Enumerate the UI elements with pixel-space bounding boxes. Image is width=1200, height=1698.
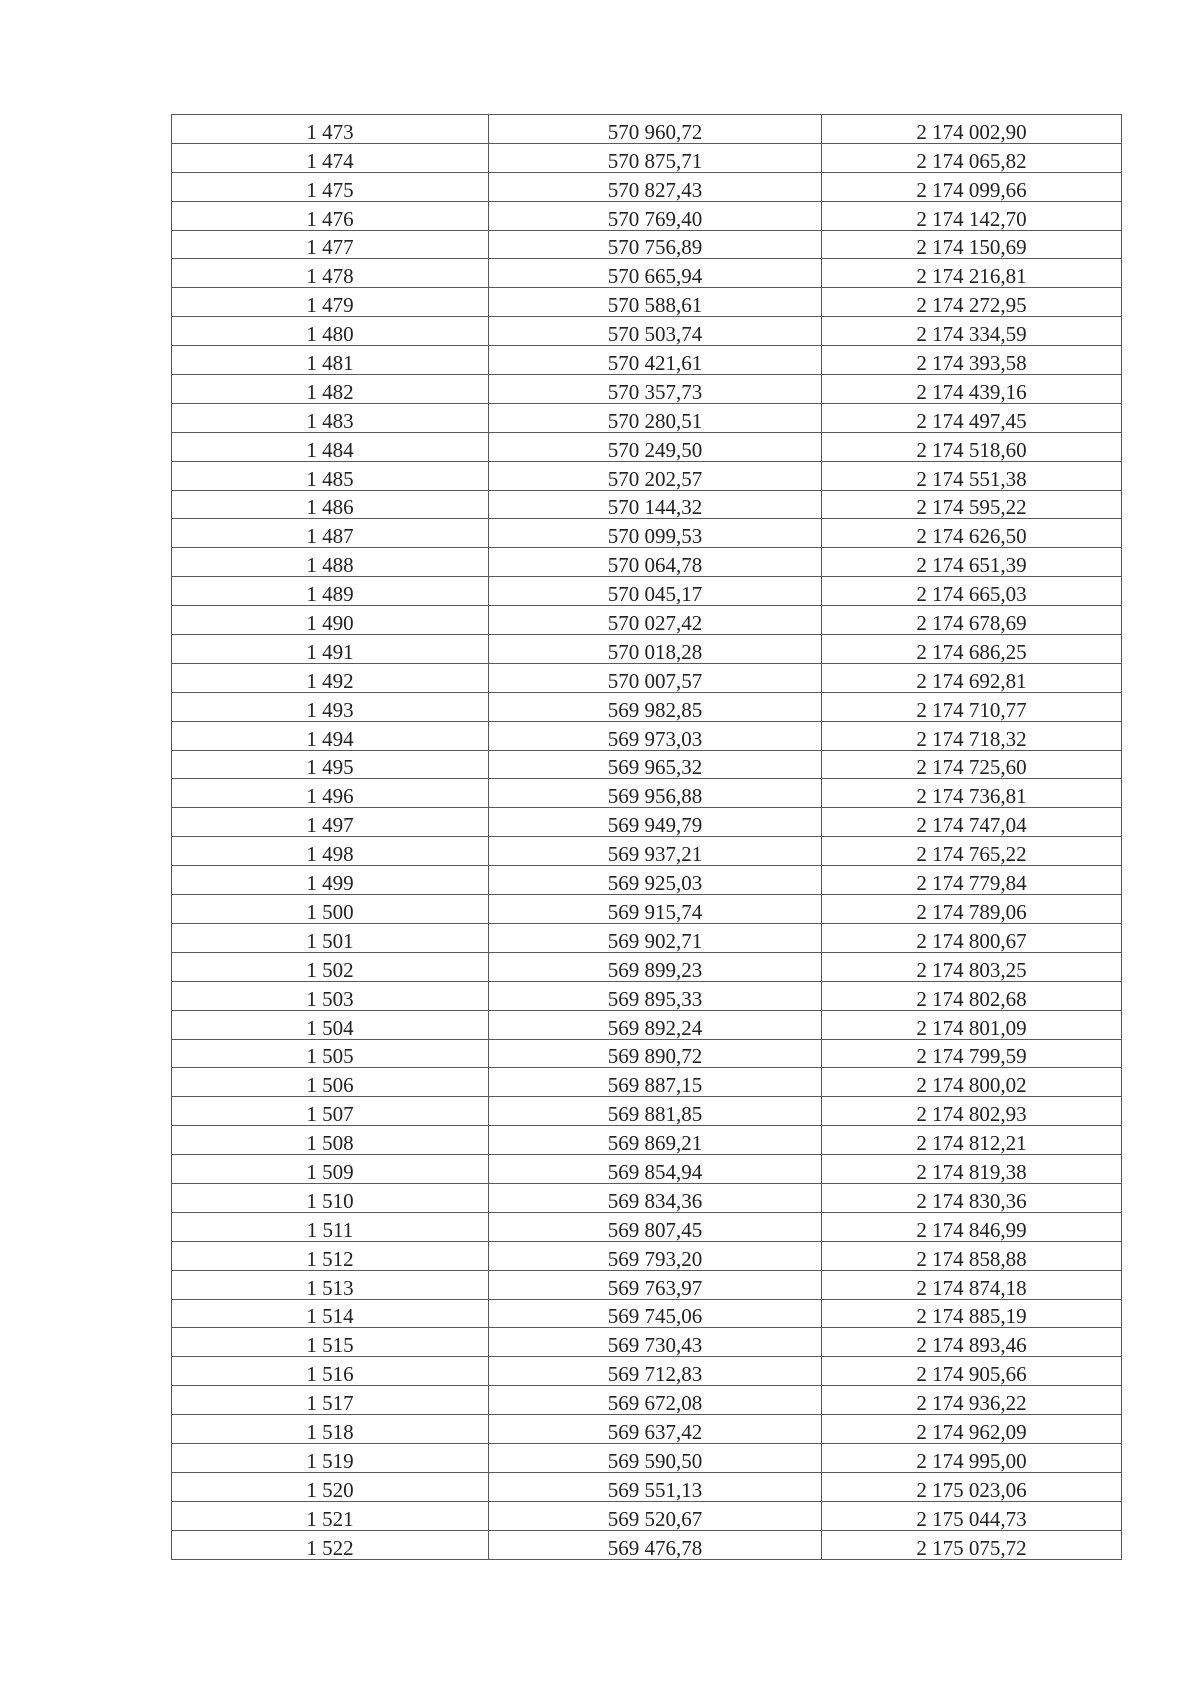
y-coordinate-cell: 2 175 044,73 <box>822 1501 1122 1530</box>
x-coordinate-cell: 570 027,42 <box>489 606 822 635</box>
point-number-cell: 1 504 <box>172 1010 489 1039</box>
x-coordinate-cell: 569 834,36 <box>489 1183 822 1212</box>
table-row <box>172 750 1122 779</box>
table-row <box>172 1386 1122 1415</box>
point-number-cell: 1 475 <box>172 172 489 201</box>
y-coordinate-cell: 2 174 846,99 <box>822 1212 1122 1241</box>
x-coordinate-cell: 569 902,71 <box>489 923 822 952</box>
y-coordinate-cell: 2 174 099,66 <box>822 172 1122 201</box>
x-coordinate-cell: 569 937,21 <box>489 837 822 866</box>
table-row <box>172 548 1122 577</box>
y-coordinate-cell: 2 174 665,03 <box>822 577 1122 606</box>
table-row <box>172 346 1122 375</box>
table-row <box>172 1155 1122 1184</box>
point-number-cell: 1 476 <box>172 201 489 230</box>
point-number-cell: 1 494 <box>172 721 489 750</box>
y-coordinate-cell: 2 174 874,18 <box>822 1270 1122 1299</box>
point-number-cell: 1 510 <box>172 1183 489 1212</box>
x-coordinate-cell: 569 807,45 <box>489 1212 822 1241</box>
table-row <box>172 288 1122 317</box>
table-row <box>172 230 1122 259</box>
point-number-cell: 1 473 <box>172 115 489 144</box>
point-number-cell: 1 513 <box>172 1270 489 1299</box>
y-coordinate-cell: 2 174 747,04 <box>822 808 1122 837</box>
table-row <box>172 1357 1122 1386</box>
y-coordinate-cell: 2 174 334,59 <box>822 317 1122 346</box>
x-coordinate-cell: 569 520,67 <box>489 1501 822 1530</box>
table-row <box>172 1530 1122 1559</box>
x-coordinate-cell: 569 590,50 <box>489 1443 822 1472</box>
table-row <box>172 519 1122 548</box>
x-coordinate-cell: 569 899,23 <box>489 952 822 981</box>
y-coordinate-cell: 2 174 725,60 <box>822 750 1122 779</box>
table-row <box>172 1010 1122 1039</box>
y-coordinate-cell: 2 175 075,72 <box>822 1530 1122 1559</box>
table-row <box>172 635 1122 664</box>
point-number-cell: 1 492 <box>172 663 489 692</box>
x-coordinate-cell: 569 895,33 <box>489 981 822 1010</box>
x-coordinate-cell: 569 730,43 <box>489 1328 822 1357</box>
y-coordinate-cell: 2 174 272,95 <box>822 288 1122 317</box>
table-row <box>172 837 1122 866</box>
table-row <box>172 432 1122 461</box>
y-coordinate-cell: 2 174 799,59 <box>822 1039 1122 1068</box>
point-number-cell: 1 515 <box>172 1328 489 1357</box>
y-coordinate-cell: 2 174 686,25 <box>822 635 1122 664</box>
x-coordinate-cell: 569 956,88 <box>489 779 822 808</box>
x-coordinate-cell: 569 551,13 <box>489 1472 822 1501</box>
table-row <box>172 577 1122 606</box>
x-coordinate-cell: 570 007,57 <box>489 663 822 692</box>
x-coordinate-cell: 570 588,61 <box>489 288 822 317</box>
table-row <box>172 115 1122 144</box>
y-coordinate-cell: 2 174 439,16 <box>822 375 1122 404</box>
x-coordinate-cell: 569 892,24 <box>489 1010 822 1039</box>
table-row <box>172 461 1122 490</box>
table-row <box>172 1299 1122 1328</box>
x-coordinate-cell: 569 925,03 <box>489 866 822 895</box>
x-coordinate-cell: 570 769,40 <box>489 201 822 230</box>
x-coordinate-cell: 569 854,94 <box>489 1155 822 1184</box>
x-coordinate-cell: 570 827,43 <box>489 172 822 201</box>
table-row <box>172 259 1122 288</box>
x-coordinate-cell: 569 887,15 <box>489 1068 822 1097</box>
table-row <box>172 201 1122 230</box>
table-row <box>172 1270 1122 1299</box>
table-row <box>172 923 1122 952</box>
x-coordinate-cell: 569 982,85 <box>489 692 822 721</box>
x-coordinate-cell: 569 637,42 <box>489 1415 822 1444</box>
point-number-cell: 1 516 <box>172 1357 489 1386</box>
y-coordinate-cell: 2 174 830,36 <box>822 1183 1122 1212</box>
x-coordinate-cell: 570 045,17 <box>489 577 822 606</box>
y-coordinate-cell: 2 174 216,81 <box>822 259 1122 288</box>
y-coordinate-cell: 2 174 626,50 <box>822 519 1122 548</box>
y-coordinate-cell: 2 174 789,06 <box>822 895 1122 924</box>
table-row <box>172 981 1122 1010</box>
x-coordinate-cell: 570 357,73 <box>489 375 822 404</box>
point-number-cell: 1 512 <box>172 1241 489 1270</box>
point-number-cell: 1 478 <box>172 259 489 288</box>
point-number-cell: 1 481 <box>172 346 489 375</box>
x-coordinate-cell: 569 965,32 <box>489 750 822 779</box>
point-number-cell: 1 519 <box>172 1443 489 1472</box>
table-row <box>172 808 1122 837</box>
point-number-cell: 1 495 <box>172 750 489 779</box>
table-row <box>172 1126 1122 1155</box>
x-coordinate-cell: 569 890,72 <box>489 1039 822 1068</box>
table-row <box>172 1501 1122 1530</box>
table-row <box>172 1241 1122 1270</box>
y-coordinate-cell: 2 174 800,02 <box>822 1068 1122 1097</box>
x-coordinate-cell: 569 712,83 <box>489 1357 822 1386</box>
y-coordinate-cell: 2 174 819,38 <box>822 1155 1122 1184</box>
table-row <box>172 403 1122 432</box>
point-number-cell: 1 518 <box>172 1415 489 1444</box>
point-number-cell: 1 482 <box>172 375 489 404</box>
y-coordinate-cell: 2 174 518,60 <box>822 432 1122 461</box>
y-coordinate-cell: 2 174 692,81 <box>822 663 1122 692</box>
x-coordinate-cell: 569 949,79 <box>489 808 822 837</box>
y-coordinate-cell: 2 174 802,93 <box>822 1097 1122 1126</box>
point-number-cell: 1 499 <box>172 866 489 895</box>
x-coordinate-cell: 570 064,78 <box>489 548 822 577</box>
point-number-cell: 1 496 <box>172 779 489 808</box>
table-row <box>172 1068 1122 1097</box>
x-coordinate-cell: 570 665,94 <box>489 259 822 288</box>
point-number-cell: 1 491 <box>172 635 489 664</box>
point-number-cell: 1 500 <box>172 895 489 924</box>
x-coordinate-cell: 570 099,53 <box>489 519 822 548</box>
y-coordinate-cell: 2 174 678,69 <box>822 606 1122 635</box>
y-coordinate-cell: 2 174 651,39 <box>822 548 1122 577</box>
x-coordinate-cell: 570 280,51 <box>489 403 822 432</box>
x-coordinate-cell: 570 249,50 <box>489 432 822 461</box>
y-coordinate-cell: 2 174 905,66 <box>822 1357 1122 1386</box>
y-coordinate-cell: 2 174 885,19 <box>822 1299 1122 1328</box>
point-number-cell: 1 477 <box>172 230 489 259</box>
x-coordinate-cell: 570 202,57 <box>489 461 822 490</box>
point-number-cell: 1 479 <box>172 288 489 317</box>
x-coordinate-cell: 570 421,61 <box>489 346 822 375</box>
table-row <box>172 1039 1122 1068</box>
table-row <box>172 895 1122 924</box>
table-row <box>172 866 1122 895</box>
y-coordinate-cell: 2 174 150,69 <box>822 230 1122 259</box>
table-row <box>172 952 1122 981</box>
x-coordinate-cell: 570 756,89 <box>489 230 822 259</box>
x-coordinate-cell: 569 476,78 <box>489 1530 822 1559</box>
y-coordinate-cell: 2 174 962,09 <box>822 1415 1122 1444</box>
table-row <box>172 1472 1122 1501</box>
table-row <box>172 1183 1122 1212</box>
y-coordinate-cell: 2 175 023,06 <box>822 1472 1122 1501</box>
point-number-cell: 1 514 <box>172 1299 489 1328</box>
point-number-cell: 1 501 <box>172 923 489 952</box>
table-row <box>172 1212 1122 1241</box>
point-number-cell: 1 480 <box>172 317 489 346</box>
point-number-cell: 1 483 <box>172 403 489 432</box>
point-number-cell: 1 507 <box>172 1097 489 1126</box>
y-coordinate-cell: 2 174 801,09 <box>822 1010 1122 1039</box>
x-coordinate-cell: 569 793,20 <box>489 1241 822 1270</box>
point-number-cell: 1 517 <box>172 1386 489 1415</box>
y-coordinate-cell: 2 174 595,22 <box>822 490 1122 519</box>
y-coordinate-cell: 2 174 765,22 <box>822 837 1122 866</box>
y-coordinate-cell: 2 174 893,46 <box>822 1328 1122 1357</box>
y-coordinate-cell: 2 174 142,70 <box>822 201 1122 230</box>
x-coordinate-cell: 569 763,97 <box>489 1270 822 1299</box>
x-coordinate-cell: 570 018,28 <box>489 635 822 664</box>
y-coordinate-cell: 2 174 779,84 <box>822 866 1122 895</box>
point-number-cell: 1 508 <box>172 1126 489 1155</box>
y-coordinate-cell: 2 174 803,25 <box>822 952 1122 981</box>
point-number-cell: 1 505 <box>172 1039 489 1068</box>
point-number-cell: 1 474 <box>172 143 489 172</box>
point-number-cell: 1 497 <box>172 808 489 837</box>
point-number-cell: 1 503 <box>172 981 489 1010</box>
table-row <box>172 779 1122 808</box>
table-row <box>172 663 1122 692</box>
y-coordinate-cell: 2 174 718,32 <box>822 721 1122 750</box>
y-coordinate-cell: 2 174 858,88 <box>822 1241 1122 1270</box>
table-row <box>172 143 1122 172</box>
x-coordinate-cell: 570 144,32 <box>489 490 822 519</box>
point-number-cell: 1 502 <box>172 952 489 981</box>
y-coordinate-cell: 2 174 551,38 <box>822 461 1122 490</box>
table-row <box>172 172 1122 201</box>
point-number-cell: 1 486 <box>172 490 489 519</box>
x-coordinate-cell: 569 869,21 <box>489 1126 822 1155</box>
x-coordinate-cell: 570 875,71 <box>489 143 822 172</box>
table-row <box>172 692 1122 721</box>
y-coordinate-cell: 2 174 736,81 <box>822 779 1122 808</box>
table-row <box>172 375 1122 404</box>
point-number-cell: 1 489 <box>172 577 489 606</box>
y-coordinate-cell: 2 174 812,21 <box>822 1126 1122 1155</box>
coordinates-table <box>171 114 1122 1560</box>
table-row <box>172 1443 1122 1472</box>
coordinates-table-body <box>172 115 1122 1560</box>
table-row <box>172 606 1122 635</box>
y-coordinate-cell: 2 174 936,22 <box>822 1386 1122 1415</box>
y-coordinate-cell: 2 174 002,90 <box>822 115 1122 144</box>
x-coordinate-cell: 569 745,06 <box>489 1299 822 1328</box>
x-coordinate-cell: 569 915,74 <box>489 895 822 924</box>
table-row <box>172 721 1122 750</box>
point-number-cell: 1 520 <box>172 1472 489 1501</box>
x-coordinate-cell: 569 881,85 <box>489 1097 822 1126</box>
x-coordinate-cell: 570 503,74 <box>489 317 822 346</box>
point-number-cell: 1 493 <box>172 692 489 721</box>
y-coordinate-cell: 2 174 995,00 <box>822 1443 1122 1472</box>
y-coordinate-cell: 2 174 802,68 <box>822 981 1122 1010</box>
point-number-cell: 1 522 <box>172 1530 489 1559</box>
y-coordinate-cell: 2 174 800,67 <box>822 923 1122 952</box>
point-number-cell: 1 487 <box>172 519 489 548</box>
table-row <box>172 490 1122 519</box>
table-row <box>172 1415 1122 1444</box>
x-coordinate-cell: 570 960,72 <box>489 115 822 144</box>
x-coordinate-cell: 569 672,08 <box>489 1386 822 1415</box>
table-row <box>172 317 1122 346</box>
point-number-cell: 1 511 <box>172 1212 489 1241</box>
point-number-cell: 1 484 <box>172 432 489 461</box>
y-coordinate-cell: 2 174 710,77 <box>822 692 1122 721</box>
point-number-cell: 1 521 <box>172 1501 489 1530</box>
point-number-cell: 1 488 <box>172 548 489 577</box>
table-row <box>172 1328 1122 1357</box>
y-coordinate-cell: 2 174 393,58 <box>822 346 1122 375</box>
y-coordinate-cell: 2 174 497,45 <box>822 403 1122 432</box>
point-number-cell: 1 498 <box>172 837 489 866</box>
x-coordinate-cell: 569 973,03 <box>489 721 822 750</box>
point-number-cell: 1 490 <box>172 606 489 635</box>
point-number-cell: 1 506 <box>172 1068 489 1097</box>
table-row <box>172 1097 1122 1126</box>
y-coordinate-cell: 2 174 065,82 <box>822 143 1122 172</box>
point-number-cell: 1 485 <box>172 461 489 490</box>
point-number-cell: 1 509 <box>172 1155 489 1184</box>
